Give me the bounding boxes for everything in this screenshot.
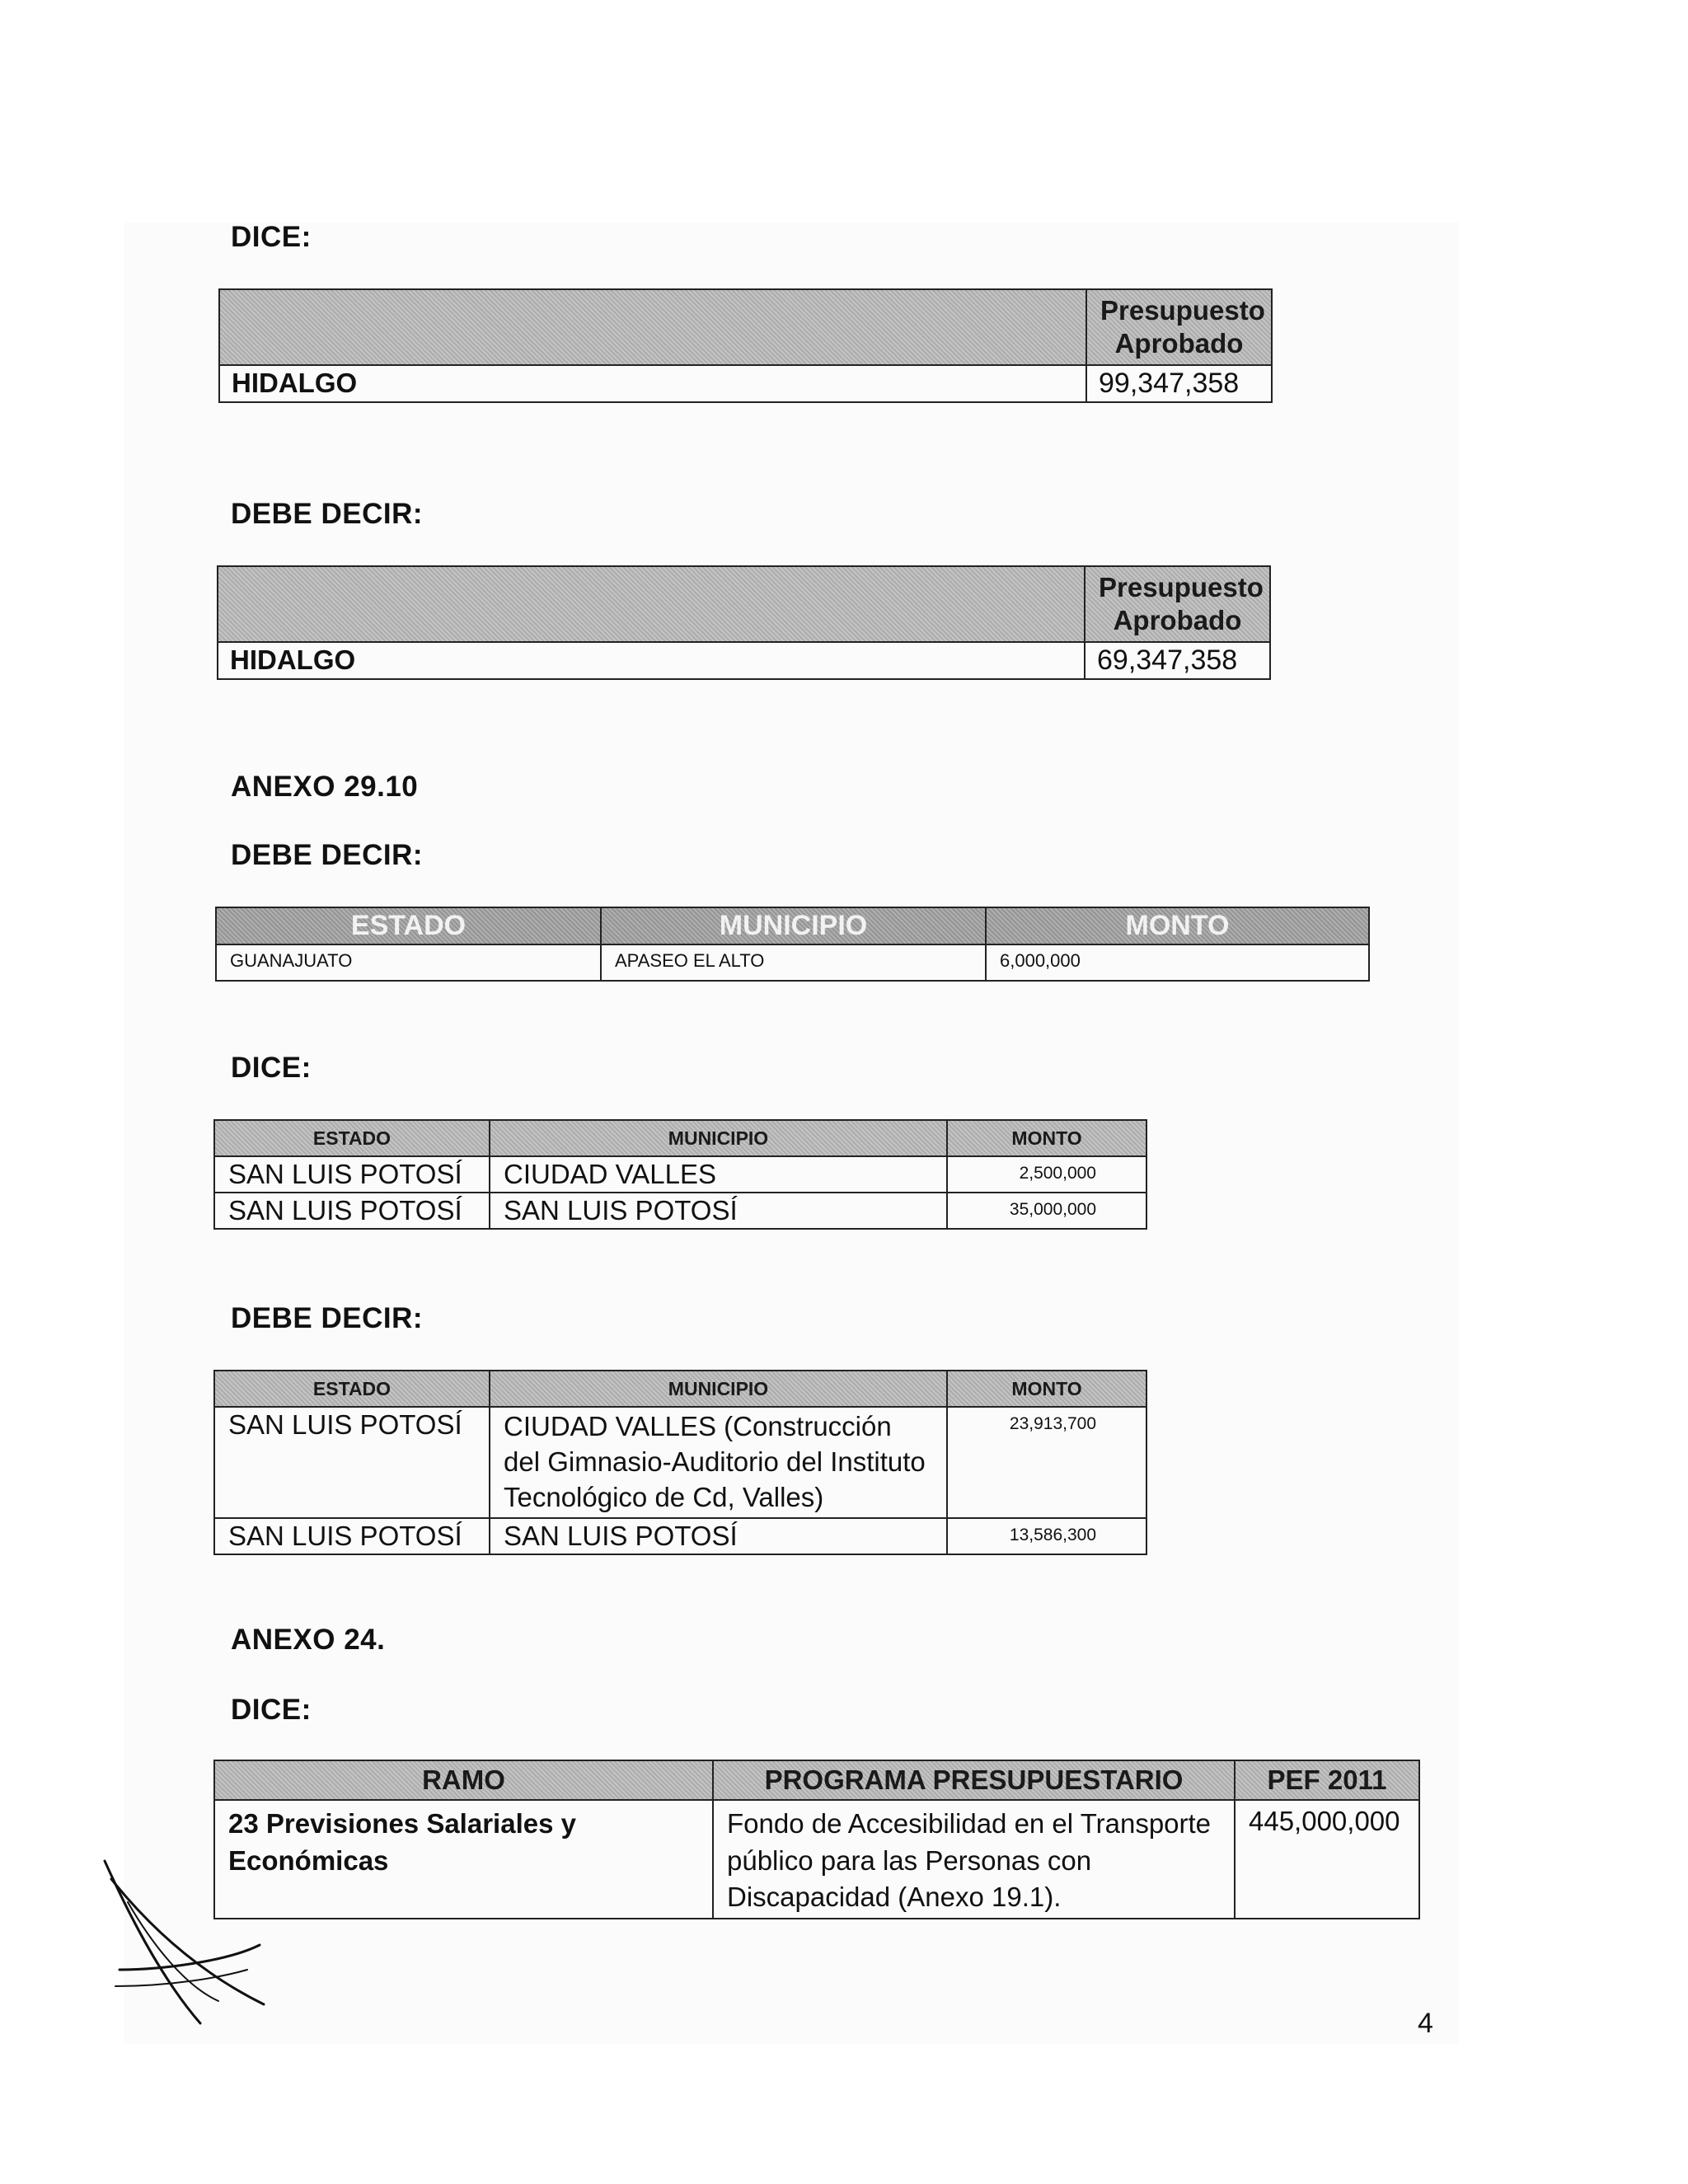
estado-cell: SAN LUIS POTOSÍ: [214, 1518, 490, 1554]
anexo-24-table: [213, 1760, 1420, 1919]
slp-debe-decir-table: [213, 1370, 1147, 1555]
estado-header: ESTADO: [214, 1120, 490, 1156]
amount-cell: 99,347,358: [1086, 365, 1272, 402]
blank-header-cell: [218, 566, 1085, 642]
ramo-cell: 23 Previsiones Salariales y Económicas: [214, 1800, 713, 1919]
dice-heading: DICE:: [231, 1694, 312, 1726]
amount-cell: 69,347,358: [1085, 642, 1270, 679]
municipio-cell: SAN LUIS POTOSÍ: [490, 1193, 947, 1229]
state-cell: HIDALGO: [218, 642, 1085, 679]
dice-heading: DICE:: [231, 1052, 312, 1084]
anexo-24-title: ANEXO 24.: [231, 1624, 386, 1656]
municipio-cell: APASEO EL ALTO: [601, 944, 986, 981]
presupuesto-aprobado-header: Presupuesto Aprobado: [1086, 289, 1272, 365]
municipio-cell: CIUDAD VALLES (Construcción del Gimnasio-Auditorio del Instituto Tecnológico de Cd, Valles): [490, 1407, 947, 1518]
state-cell: HIDALGO: [219, 365, 1086, 402]
programa-cell: Fondo de Accesibilidad en el Transporte público para las Personas con Discapacidad (Anexo 19.1).: [713, 1800, 1235, 1919]
estado-header: ESTADO: [214, 1371, 490, 1407]
hidalgo-debe-decir-table: [217, 565, 1271, 680]
programa-header: PROGRAMA PRESUPUESTARIO: [713, 1760, 1235, 1800]
monto-cell: 6,000,000: [986, 944, 1369, 981]
municipio-header: MUNICIPIO: [601, 907, 986, 944]
monto-header: MONTO: [986, 907, 1369, 944]
monto-cell: 23,913,700: [947, 1407, 1146, 1518]
pef-cell: 445,000,000: [1235, 1800, 1419, 1919]
estado-cell: SAN LUIS POTOSÍ: [214, 1193, 490, 1229]
municipio-header: MUNICIPIO: [490, 1120, 947, 1156]
slp-dice-table: [213, 1119, 1147, 1230]
debe-decir-heading: DEBE DECIR:: [231, 498, 424, 530]
municipio-cell: SAN LUIS POTOSÍ: [490, 1518, 947, 1554]
monto-cell: 35,000,000: [947, 1193, 1146, 1229]
blank-header-cell: [219, 289, 1086, 365]
debe-decir-heading: DEBE DECIR:: [231, 1302, 424, 1334]
dice-heading: DICE:: [231, 221, 312, 253]
hidalgo-dice-table: [218, 288, 1273, 403]
monto-header: MONTO: [947, 1120, 1146, 1156]
municipio-cell: CIUDAD VALLES: [490, 1156, 947, 1193]
monto-cell: 2,500,000: [947, 1156, 1146, 1193]
debe-decir-heading: DEBE DECIR:: [231, 839, 424, 871]
presupuesto-aprobado-header: Presupuesto Aprobado: [1085, 566, 1270, 642]
estado-header: ESTADO: [216, 907, 601, 944]
signature-mark: [95, 1854, 284, 2036]
anexo-29-10-title: ANEXO 29.10: [231, 771, 419, 803]
estado-cell: SAN LUIS POTOSÍ: [214, 1407, 490, 1518]
monto-cell: 13,586,300: [947, 1518, 1146, 1554]
estado-cell: GUANAJUATO: [216, 944, 601, 981]
municipio-header: MUNICIPIO: [490, 1371, 947, 1407]
ramo-header: RAMO: [214, 1760, 713, 1800]
page-number: 4: [1418, 2008, 1433, 2039]
estado-cell: SAN LUIS POTOSÍ: [214, 1156, 490, 1193]
monto-header: MONTO: [947, 1371, 1146, 1407]
anexo-29-10-table: [215, 907, 1370, 982]
pef-header: PEF 2011: [1235, 1760, 1419, 1800]
